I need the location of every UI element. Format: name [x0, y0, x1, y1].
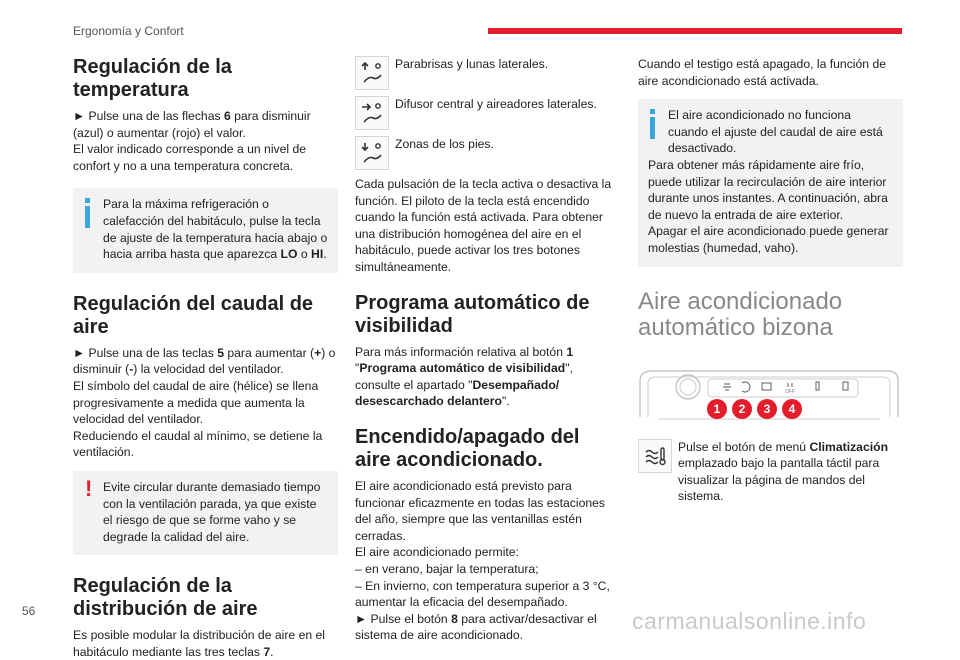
text: o [297, 247, 312, 262]
ac-list-2: – En invierno, con temperatura superior a 3 °C, aumentar la eficacia del desempañado. [355, 578, 610, 610]
column-2 [355, 56, 620, 644]
info-icon [650, 109, 655, 144]
running-header: Ergonomía y Confort [73, 24, 184, 38]
ac-info-text-3: Apagar el aire acondicionado puede generar molestias (humedad, vaho). [648, 224, 889, 255]
temp-instruction [73, 108, 338, 141]
heading-ac-onoff: Encendido/apagado del aire acondicionado. [355, 425, 580, 471]
ref-number: 5 [217, 345, 224, 360]
panel-off-label: OFF [785, 388, 795, 395]
text: ► Pulse una de las flechas [73, 109, 224, 123]
text: emplazado bajo la pantalla táctil para visualizar la página de mandos del sistema. [678, 456, 880, 504]
ac-info-box [638, 99, 903, 266]
text: . [270, 644, 274, 659]
climate-menu-icon [638, 439, 672, 473]
ac-text-1: El aire acondicionado está previsto para funcionar eficazmente en todas las estaciones del año, siempre que las ventanillas estén cerradas. [355, 478, 605, 543]
ref-number: 8 [451, 611, 458, 626]
text: para activar/desactivar el sistema de aire acondicionado. [355, 611, 597, 643]
control-panel-illustration [638, 367, 900, 423]
hi-label: HI [311, 247, 324, 262]
text: ) la velocidad del ventilador. [133, 362, 284, 377]
info-icon [85, 198, 90, 233]
windscreen-row [355, 56, 620, 90]
text: Para más información relativa al botón [355, 344, 567, 359]
airflow-note-1: El símbolo del caudal de aire (hélice) se llena progresivamente a medida que aumenta la velocidad del ventilador. [73, 378, 319, 427]
text: Para la máxima refrigeración o calefacción del habitáculo, pulse la tecla de ajuste de la temperatura hacia abajo o hacia arriba hasta que aparezca [103, 197, 328, 262]
footwell-airflow-icon [355, 136, 389, 170]
distribution-press-text: Cada pulsación de la tecla activa o desactiva la función. El piloto de la tecla está encendido cuando la función está activada. Para obtener una distribución homogénea del aire en el habitáculo, puede activar los tres botones simultáneamente. [355, 177, 612, 274]
warning-icon: ! [85, 475, 93, 501]
ac-list-1: – en verano, bajar la temperatura; [355, 561, 539, 576]
distribution-text [73, 627, 338, 660]
callout-1: 1 [707, 399, 727, 419]
callout-4: 4 [782, 399, 802, 419]
column-3 [638, 56, 903, 505]
lo-label: LO [280, 247, 298, 262]
airflow-warning-text: Evite circular durante demasiado tiempo con la ventilación parada, ya que existe el riesgo de que se forme vaho y se degrade la calidad del aire. [103, 479, 321, 544]
section-reference: Desempañado/ desescarchado delantero [355, 377, 560, 409]
temp-note: El valor indicado corresponde a un nivel de confort y no a una temperatura concreta. [73, 142, 307, 173]
central-vent-label: Difusor central y aireadores laterales. [395, 97, 597, 111]
ref-number: 1 [566, 344, 574, 359]
heading-dual-zone: Aire acondicionado automático bizona [638, 287, 843, 341]
text: Es posible modular la distribución de aire en el habitáculo mediante las tres teclas [73, 628, 326, 659]
heading-distribution: Regulación de la distribución de aire [73, 575, 258, 621]
heading-airflow: Regulación del caudal de aire [73, 292, 314, 338]
temp-info-box [73, 188, 338, 272]
header-accent-bar [488, 28, 902, 34]
airflow-warning-box [73, 471, 338, 555]
callout-3: 3 [757, 399, 777, 419]
windscreen-airflow-icon [355, 56, 389, 90]
temp-info-text [83, 196, 328, 262]
central-vent-airflow-icon [355, 96, 389, 130]
page-number: 56 [22, 604, 36, 618]
text: ". [502, 394, 510, 409]
program-name: Programa automático de visibilidad [359, 361, 566, 376]
watermark: carmanualsonline.info [632, 608, 867, 634]
ac-text-2: El aire acondicionado permite: [355, 545, 519, 560]
ac-instruction [355, 611, 620, 644]
ac-info-text-1: El aire acondicionado no funciona cuando el ajuste del caudal de aire está desactivado. [668, 108, 883, 156]
minus-sign: - [129, 362, 134, 377]
text: " [355, 361, 360, 376]
climate-menu-text [678, 439, 903, 505]
heading-temperature: Regulación de la temperatura [73, 56, 232, 101]
menu-name: Climatización [809, 439, 889, 454]
column-1 [73, 56, 338, 660]
central-vent-row [355, 96, 620, 130]
text: ► Pulse una de las teclas [73, 345, 218, 360]
text: para disminuir (azul) o aumentar (rojo) el valor. [73, 109, 311, 140]
heading-visibility-program: Programa automático de visibilidad [355, 291, 590, 337]
text: . [323, 247, 327, 262]
ref-number: 7 [263, 644, 271, 659]
airflow-note-2: Reduciendo el caudal al mínimo, se detiene la ventilación. [73, 428, 323, 460]
windscreen-label: Parabrisas y lunas laterales. [395, 57, 549, 71]
text: ► Pulse el botón [355, 611, 452, 626]
text: ) o disminuir ( [73, 345, 336, 377]
text: ", consulte el apartado " [355, 361, 573, 392]
footwell-row [355, 136, 620, 170]
plus-sign: + [314, 345, 322, 360]
ac-info-text-2: Para obtener más rápidamente aire frío, puede utilizar la recirculación de aire interior durante unos instantes. A continuación, abra de nuevo la entrada de aire exterior. [648, 157, 888, 222]
footwell-label: Zonas de los pies. [395, 137, 494, 151]
text: Pulse el botón de menú [678, 439, 810, 454]
visibility-program-text [355, 344, 620, 410]
ref-number: 6 [223, 109, 231, 123]
airflow-instruction [73, 345, 338, 378]
ac-indicator-text: Cuando el testigo está apagado, la función de aire acondicionado está activada. [638, 57, 886, 88]
callout-2: 2 [732, 399, 752, 419]
text: para aumentar ( [223, 345, 315, 360]
climate-menu-row [638, 439, 903, 505]
